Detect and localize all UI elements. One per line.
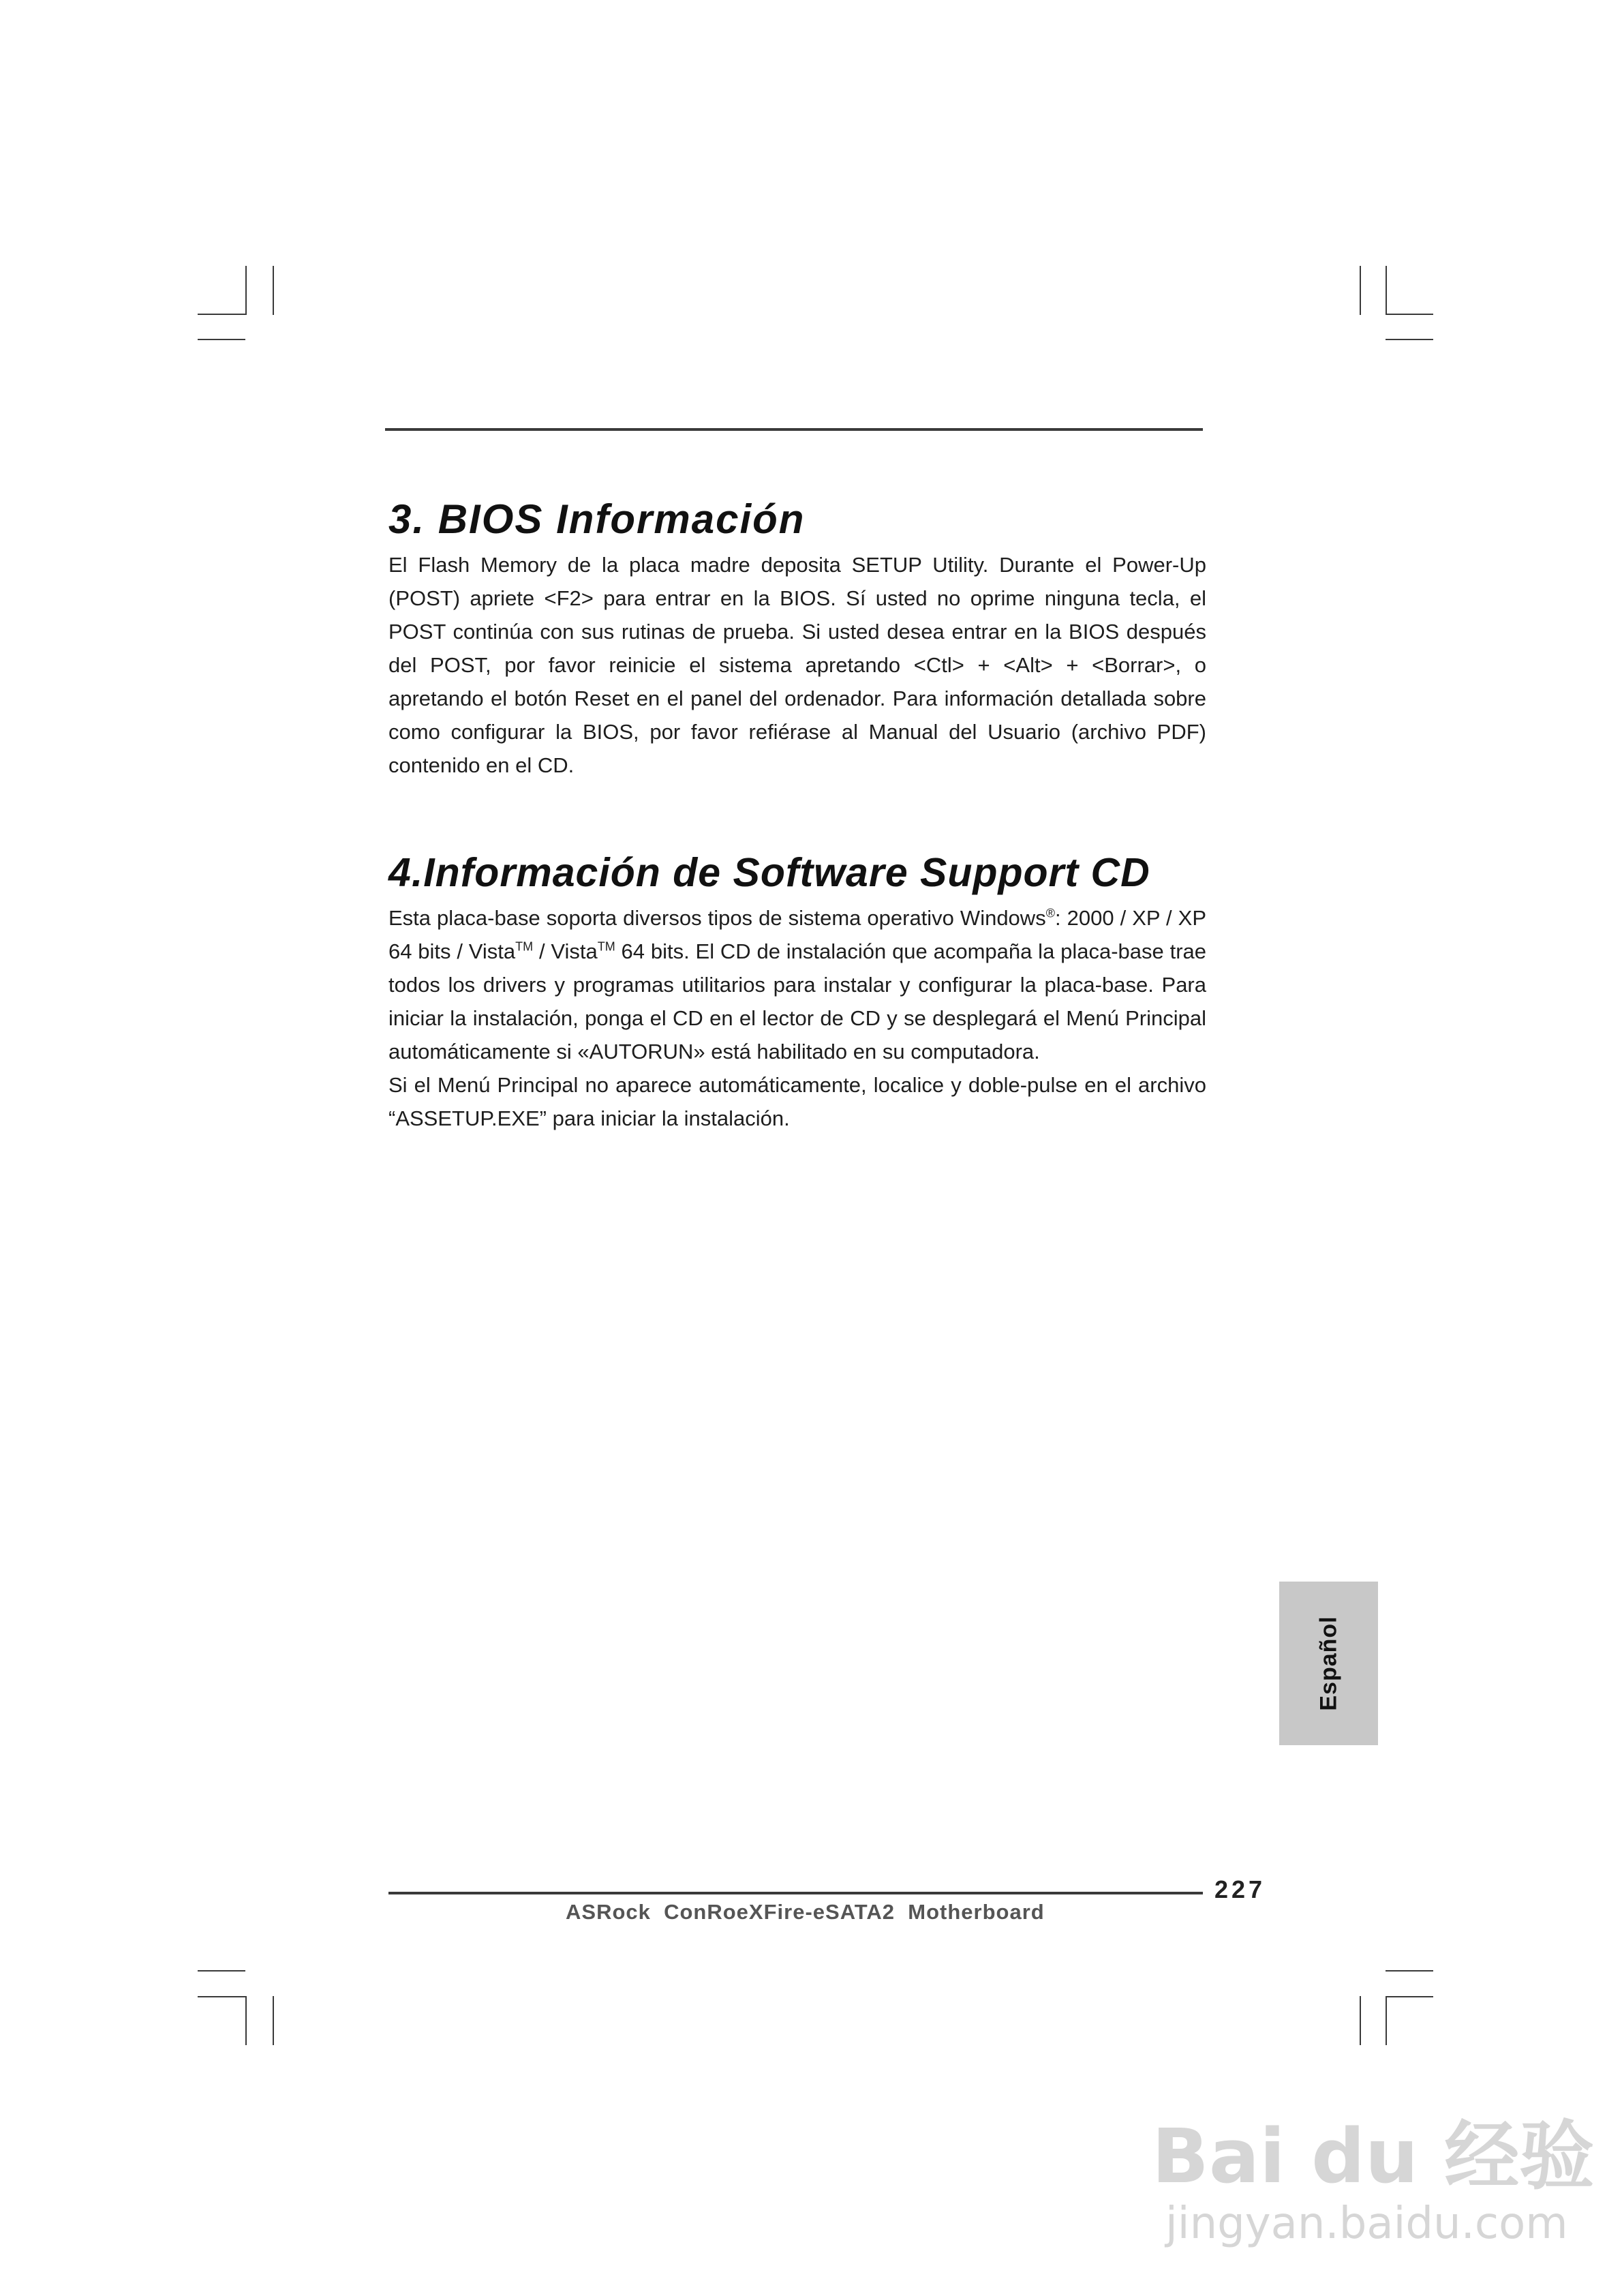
language-tab — [1279, 1582, 1378, 1745]
crop-mark — [1360, 266, 1361, 315]
crop-mark — [1386, 266, 1387, 315]
header-rule — [385, 428, 1203, 431]
crop-mark — [198, 314, 245, 315]
crop-mark — [1386, 1970, 1433, 1972]
watermark-logo: Bai du 经验 — [1152, 2113, 1595, 2200]
crop-mark — [198, 339, 245, 340]
watermark-url: jingyan.baidu.com — [1165, 2199, 1568, 2249]
section-body: Esta placa-base soporta diversos tipos de sistema operativo Windows®: 2000 / XP / XP 64 bits / Vista™ / Vista™ 64 bits. El CD de instalación que acompaña la placa-base trae todos los drivers y programas utilitarios para instalar y configurar la placa-base. Para iniciar la instalación, ponga el CD en el lector de CD y se desplegará el Menú Principal automáticamente si «AUTORUN» está habilitado en su computadora. — [388, 906, 1207, 1063]
page-number: 227 — [1214, 1875, 1266, 1903]
crop-mark — [1386, 314, 1433, 315]
section-heading: 4.Información de Software Support CD — [388, 850, 1150, 895]
crop-mark — [198, 1996, 245, 1997]
section-software-cd — [388, 845, 1206, 1135]
crop-mark — [198, 1970, 245, 1972]
section-body: El Flash Memory de la placa madre deposita SETUP Utility. Durante el Power-Up (POST) apriete <F2> para entrar en la BIOS. Sí usted no oprime ninguna tecla, el POST continúa con sus rutinas de prueba. Si usted desea entrar en la BIOS después del POST, por favor reinicie el sistema apretando <Ctl> + <Alt> + <Borrar>, o apretando el botón Reset en el panel del ordenador. Para información detallada sobre como configurar la BIOS, por favor refiérase al Manual del Usuario (archivo PDF) contenido en el CD. — [388, 553, 1206, 777]
crop-mark — [1360, 1996, 1361, 2045]
crop-mark — [273, 266, 274, 315]
crop-mark — [273, 1996, 274, 2045]
crop-mark — [245, 1996, 247, 2045]
language-tab-label: Español — [1315, 1616, 1341, 1711]
crop-mark — [1386, 1996, 1433, 1997]
crop-mark — [1386, 1996, 1387, 2045]
baidu-watermark — [1152, 2096, 1595, 2267]
crop-mark — [1386, 339, 1433, 340]
footer-product-name: ASRock ConRoeXFire-eSATA2 Motherboard — [566, 1900, 1045, 1924]
section-bios-info — [388, 492, 1206, 782]
crop-mark — [245, 266, 247, 315]
section-heading: 3. BIOS Información — [388, 496, 806, 542]
section-body-continued: Si el Menú Principal no aparece automáticamente, localice y doble-pulse en el archivo “ASSETUP.EXE” para iniciar la instalación. — [388, 1073, 1206, 1130]
footer-rule — [388, 1892, 1203, 1894]
